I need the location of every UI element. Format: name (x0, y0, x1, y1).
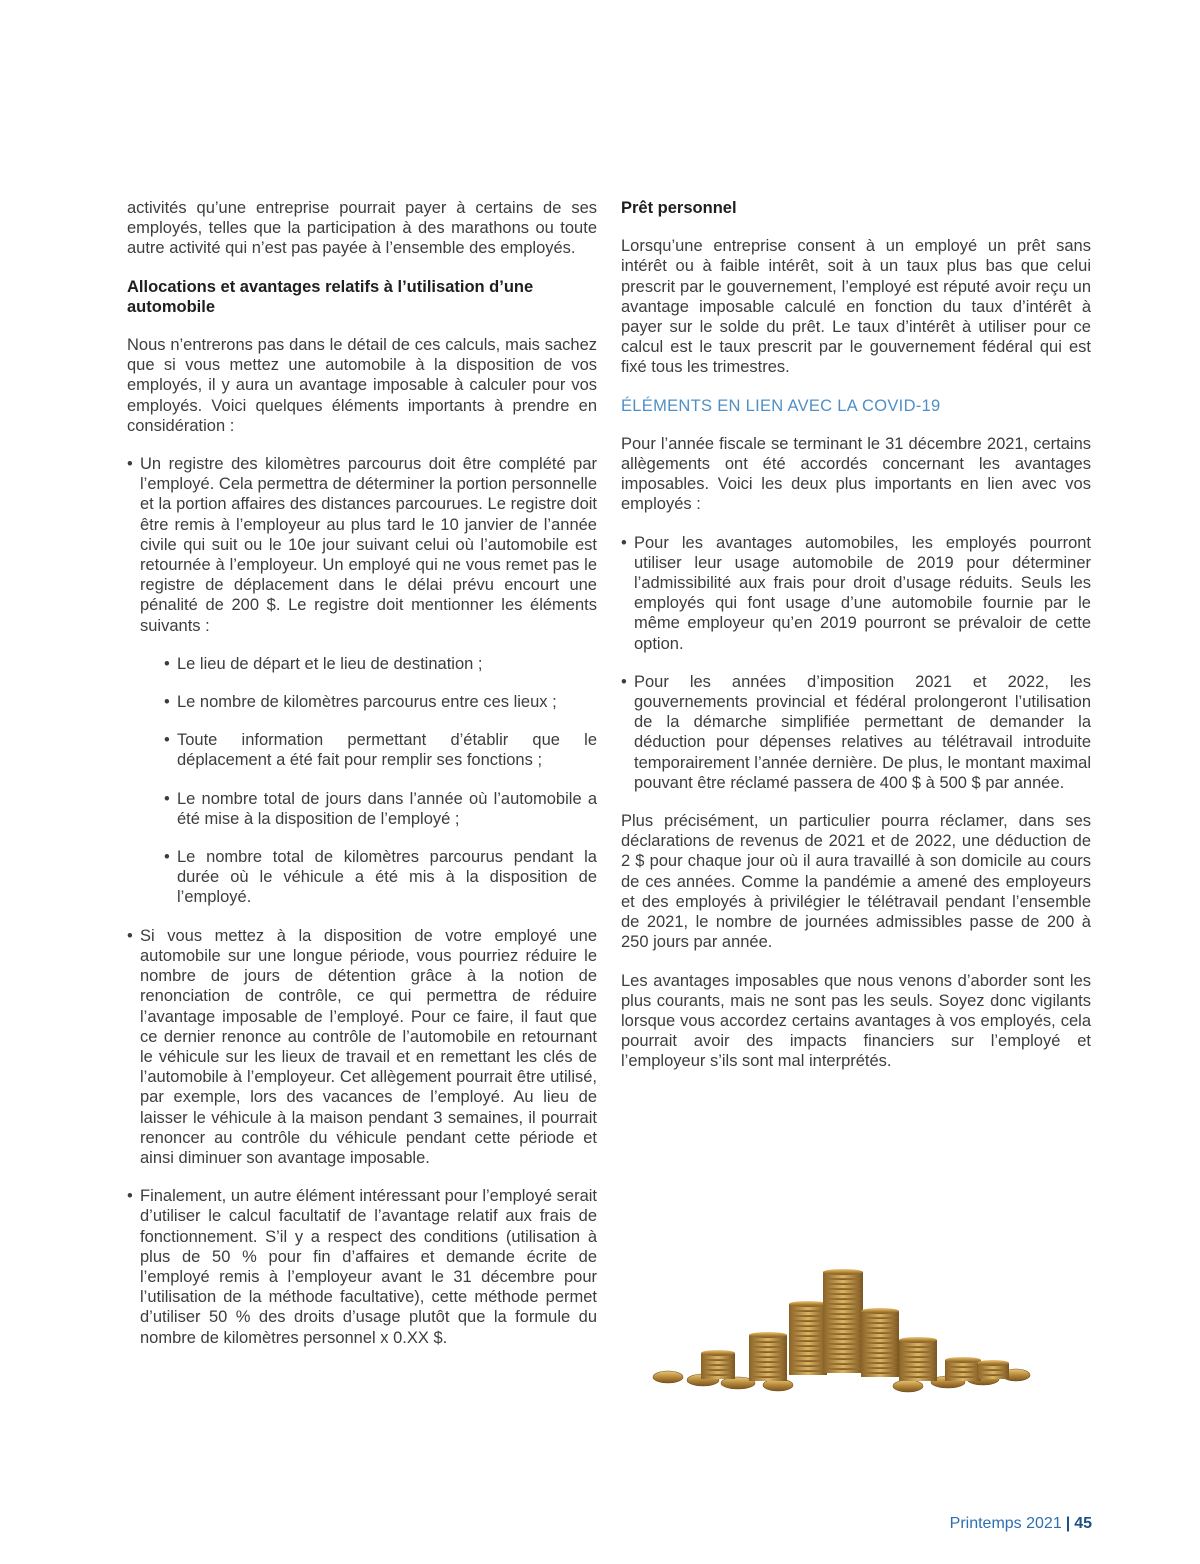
bullet-icon: • (164, 848, 170, 867)
loan-heading: Prêt personnel (621, 199, 737, 217)
sub-list (127, 654, 597, 908)
bullet-text: Le nombre total de jours dans l’année où l’automobile a été mise à la disposition de l’employé ; (177, 789, 597, 828)
bullet-text: Le lieu de départ et le lieu de destination ; (177, 654, 483, 673)
list-item (164, 789, 597, 829)
covid-section-title: ÉLÉMENTS EN LIEN AVEC LA COVID-19 (621, 396, 941, 415)
automobile-paragraph: Nous n’entrerons pas dans le détail de ces calculs, mais sachez que si vous mettez une automobile à la disposition de vos employés, il y aura un avantage imposable à calculer pour vos employés. Voici quelques éléments importants à prendre en considération : (127, 336, 597, 435)
bullet-icon: • (621, 672, 627, 691)
coin (653, 1371, 683, 1383)
coin (893, 1380, 923, 1392)
list-item (164, 654, 597, 674)
bullet-text: Un registre des kilomètres parcourus doit être complété par l’employé. Cela permettra de déterminer la portion personnelle et la portion affaires des distances parcourues. Le registre doit être remis à l’employeur au plus tard le 10 janvier de l’année civile qui suit ou le 10e jour suivant celui où l’automobile est retournée à l’employeur. Un employé qui ne vous remet pas le registre de déplacement dans le délai prévu encourt une pénalité de 200 $. Le registre doit mentionner les éléments suivants : (140, 455, 597, 635)
bullet-text: Pour les avantages automobiles, les employés pourront utiliser leur usage automobile de 2019 pour déterminer l’admissibilité aux frais pour droit d’usage réduits. Seuls les employés qui font usage d’une automobile fournie par le même employeur qu’en 2019 pourront se prévaloir de cette option. (634, 533, 1091, 653)
list-item (621, 533, 1091, 654)
bullet-icon: • (127, 926, 133, 945)
list-item (127, 926, 597, 1168)
coins-image (648, 1265, 1038, 1395)
bullet-icon: • (164, 654, 170, 673)
automobile-heading: Allocations et avantages relatifs à l’utilisation d’une automobile (127, 277, 534, 316)
bullet-text: Le nombre total de kilomètres parcourus pendant la durée où le véhicule a été mis à la disposition de l’employé. (177, 848, 597, 907)
intro-paragraph: activités qu’une entreprise pourrait payer à certains de ses employés, telles que la participation à des marathons ou toute autre activité qui n’est pas payée à l’ensemble des employés. (127, 199, 597, 258)
right-column (621, 198, 1091, 1072)
coin (823, 1269, 863, 1275)
issue-label: Printemps 2021 (949, 1515, 1062, 1532)
covid-paragraph: Pour l’année fiscale se terminant le 31 décembre 2021, certains allègements ont été accordés concernant les avantages imposables. Voici les deux plus importants en lien avec vos employés : (621, 434, 1091, 514)
bullet-icon: • (621, 533, 627, 552)
list-item (164, 847, 597, 908)
details-paragraph: Plus précisément, un particulier pourra réclamer, dans ses déclarations de revenus de 2021 et de 2022, une déduction de 2 $ pour chaque jour où il aura travaillé à son domicile au cours de ces années. Comme la pandémie a amené des employeurs et des employés à privilégier le télétravail pendant l’ensemble de 2021, le nombre de journées admissibles passe de 200 à 250 jours par année. (621, 812, 1091, 952)
conclusion-paragraph: Les avantages imposables que nous venons d’aborder sont les plus courants, mais ne sont pas les seuls. Soyez donc vigilants lorsque vous accordez certains avantages à vos employés, cela pourrait avoir des impacts financiers sur l’employé et l’employeur s’ils sont mal interprétés. (621, 971, 1091, 1071)
left-column (127, 198, 597, 1348)
bullet-text: Si vous mettez à la disposition de votre employé une automobile sur une longue période, vous pourriez réduire le nombre de jours de détention grâce à la notion de renonciation de contrôle, ce qui permettra de réduire l’avantage imposable de l’employé. Pour ce faire, il faut que ce dernier renonce au contrôle de l’automobile en retournant le véhicule sur les lieux de travail et en remettant les clés de l’automobile à l’employeur. Cet allègement pourrait être utilisé, par exemple, lors des vacances de l’employé. Au lieu de laisser le véhicule à la maison pendant 3 semaines, il pourrait renoncer au contrôle du véhicule pendant cette période et ainsi diminuer son avantage imposable. (140, 926, 597, 1167)
list-item (164, 730, 597, 770)
page-number: 45 (1074, 1515, 1092, 1532)
coin (749, 1332, 787, 1338)
coin (945, 1357, 981, 1363)
coin (977, 1360, 1009, 1366)
list-item (164, 692, 597, 712)
coin (789, 1301, 827, 1307)
page-footer (950, 1515, 1092, 1533)
coin (701, 1350, 735, 1356)
coin (899, 1337, 937, 1343)
coin (861, 1308, 899, 1314)
bullet-text: Le nombre de kilomètres parcourus entre ces lieux ; (177, 693, 557, 712)
bullet-icon: • (164, 693, 170, 712)
bullet-icon: • (164, 789, 170, 808)
bullet-icon: • (164, 731, 170, 750)
list-item (621, 672, 1091, 793)
loan-paragraph: Lorsqu’une entreprise consent à un employé un prêt sans intérêt ou à faible intérêt, soit à un taux plus bas que celui prescrit par le gouvernement, l’employé est réputé avoir reçu un avantage imposable calculé en fonction du taux d’intérêt à payer sur le solde du prêt. Le taux d’intérêt à utiliser pour ce calcul est le taux prescrit par le gouvernement fédéral qui est fixé tous les trimestres. (621, 237, 1091, 377)
list-item (127, 454, 597, 636)
bullet-text: Toute information permettant d’établir que le déplacement a été fait pour remplir ses fonctions ; (177, 731, 597, 770)
list-item (127, 1186, 597, 1348)
bullet-icon: • (127, 455, 133, 474)
bullet-text: Finalement, un autre élément intéressant pour l’employé serait d’utiliser le calcul facultatif de l’avantage relatif aux frais de fonctionnement. S’il y a respect des conditions (utilisation à plus de 50 % pour fin d’affaires et demande écrite de l’employé remis à l’employeur avant le 31 décembre pour l’utilisation de la méthode facultative), cette méthode permet d’utiliser 50 % des droits d’usage plutôt que la formule du nombre de kilomètres personnel x 0.XX $. (140, 1187, 597, 1347)
bullet-icon: • (127, 1187, 133, 1206)
bullet-text: Pour les années d’imposition 2021 et 2022, les gouvernements provincial et fédéral prolongeront l’utilisation de la démarche simplifiée permettant de demander la déduction pour dépenses relatives au télétravail introduite temporairement l’année dernière. De plus, le montant maximal pouvant être réclamé passera de 400 $ à 500 $ par année. (634, 672, 1091, 792)
footer-separator: | (1065, 1515, 1071, 1532)
